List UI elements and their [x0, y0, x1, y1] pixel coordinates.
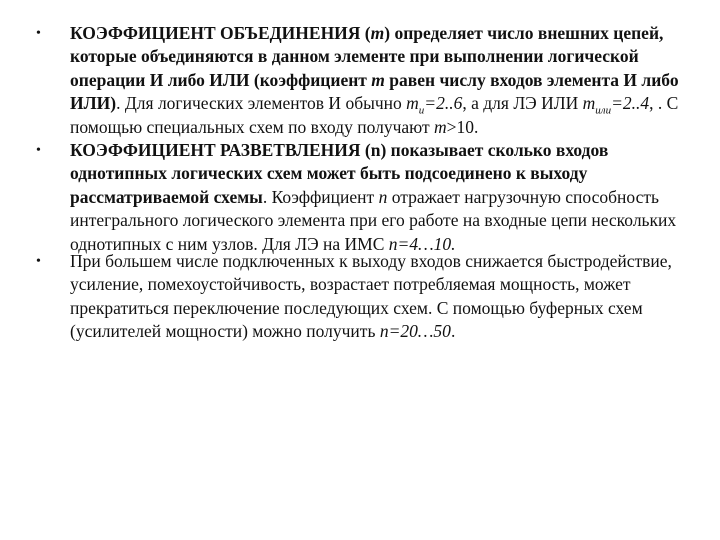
text-regular: . Для логических элементов И обычно: [116, 93, 407, 114]
text-var: n: [378, 186, 388, 207]
text-var: m: [371, 69, 385, 90]
text-regular: , а для ЛЭ ИЛИ: [462, 93, 583, 114]
text-var: m: [370, 23, 385, 43]
text-value: n=20…50: [379, 321, 451, 342]
paragraph-merge-coefficient: [70, 22, 705, 139]
text-bold: ) определяет число внешних цепей, которые объединяются в данном элементе при выполнении логической операции И либо ИЛИ (коэффициент: [70, 23, 664, 90]
text-subscript: и: [418, 104, 425, 117]
text-value: =2..4: [611, 93, 650, 114]
text-bold: КОЭФФИЦИЕНТ РАЗВЕТВЛЕНИЯ (n) показывает сколько входов однотипных логических схем может быть подсоединено к выходу рассматриваемой схемы: [70, 140, 609, 207]
text-bold: КОЭФФИЦИЕНТ ОБЪЕДИНЕНИЯ (: [70, 23, 371, 43]
text-regular: отражает нагрузочную способность интегрального логического элемента при его работе на входные цепи нескольких однотипных с ним узлов. Для ЛЭ на ИМС: [70, 186, 677, 254]
text-var: m: [434, 116, 447, 137]
text-value: n=4…10.: [388, 233, 456, 254]
text-regular: . Коэффициент: [262, 186, 379, 207]
text-value: =2..6: [424, 93, 463, 114]
bullet-marker: •: [36, 143, 41, 158]
paragraph-load-effects: [70, 250, 705, 344]
text-regular: , . С помощью специальных схем по входу получают: [70, 93, 679, 137]
text-var: m: [582, 93, 596, 114]
text-subscript: или: [595, 104, 612, 117]
text-regular: >10.: [446, 116, 479, 137]
bullet-marker: •: [36, 254, 41, 269]
paragraph-fanout-coefficient: [70, 139, 705, 256]
text-regular: .: [450, 321, 456, 342]
text-regular: При большем числе подключенных к выходу входов снижается быстродействие, усиление, помехоустойчивость, возрастает потребляемая мощность, может прекратиться переключение последующих схем. С помощью буферных схем (усилителей мощности) можно получить: [70, 251, 672, 342]
text-var: m: [406, 93, 419, 114]
text-bold: равен числу входов элемента И либо ИЛИ): [70, 69, 679, 114]
bullet-marker: •: [36, 26, 41, 41]
